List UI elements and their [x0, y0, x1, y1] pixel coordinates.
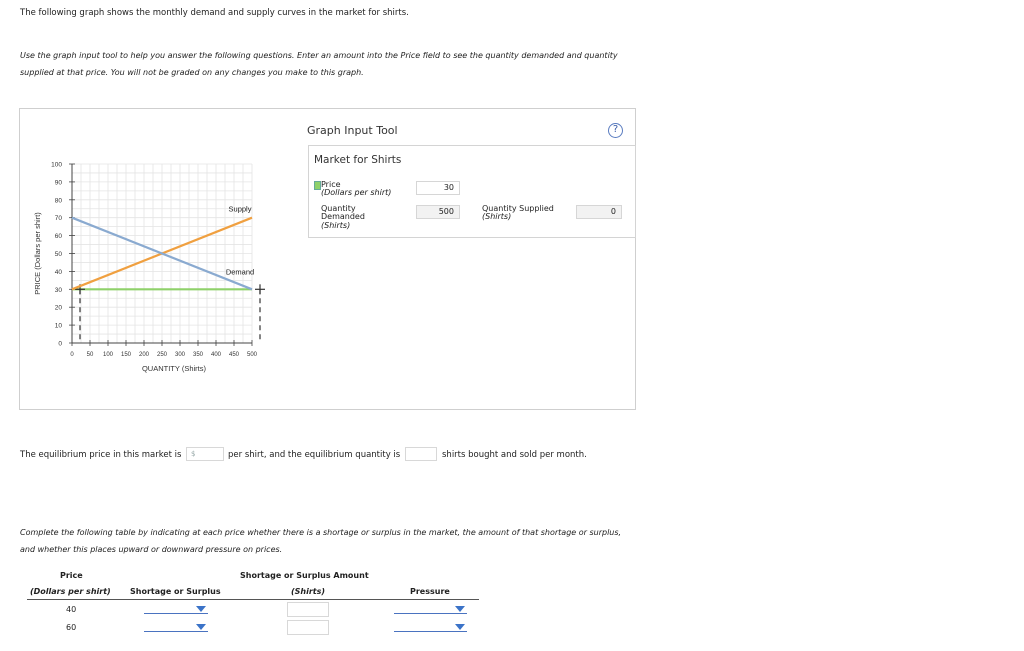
quantity-supplied-label: Quantity Supplied [482, 204, 554, 213]
x-tick-label: 250 [156, 352, 168, 358]
col-header-price-unit: (Dollars per shirt) [30, 587, 111, 596]
row-price-40: 40 [66, 605, 77, 614]
x-tick-label: 500 [246, 352, 258, 358]
price-unit: (Dollars per shirt) [321, 188, 392, 197]
y-tick-label: 40 [54, 268, 62, 276]
x-tick-label: 200 [138, 352, 150, 358]
supply-demand-chart [20, 140, 310, 430]
y-tick-label: 70 [54, 215, 62, 223]
currency-symbol: $ [191, 450, 196, 458]
equilibrium-text-1: The equilibrium price in this market is [20, 450, 182, 460]
quantity-demanded-value: 500 [416, 205, 460, 219]
row-price-60: 60 [66, 623, 77, 632]
instructions-line-1: Use the graph input tool to help you answer the following questions. Enter an amount into the Price field to see the quantity demanded and quantity [20, 51, 618, 60]
y-tick-label: 80 [54, 197, 62, 205]
col-header-price: Price [60, 571, 83, 580]
table-header-divider [27, 599, 479, 600]
tool-title: Graph Input Tool [307, 124, 398, 137]
instructions-line-2: supplied at that price. You will not be graded on any changes you make to this graph. [20, 68, 364, 77]
y-tick-label: 0 [58, 340, 62, 348]
y-tick-label: 60 [54, 233, 62, 241]
shortage-surplus-dropdown-row2[interactable] [144, 620, 208, 632]
demand-curve-label: Demand [225, 267, 255, 277]
x-tick-label: 450 [228, 352, 240, 358]
pressure-dropdown-row2[interactable] [394, 620, 467, 632]
equilibrium-text-2: per shirt, and the equilibrium quantity is [228, 450, 401, 460]
intro-text: The following graph shows the monthly demand and supply curves in the market for shirts. [20, 8, 409, 18]
price-label: Price [321, 180, 341, 189]
col-header-shortage-surplus: Shortage or Surplus [130, 587, 221, 596]
price-input[interactable]: 30 [416, 181, 460, 195]
col-header-pressure: Pressure [410, 587, 450, 596]
x-tick-label: 0 [70, 352, 74, 358]
table-instructions-1: Complete the following table by indicating at each price whether there is a shortage or surplus in the market, the amount of that shortage or surplus, [20, 528, 622, 537]
x-tick-label: 400 [210, 352, 222, 358]
help-icon[interactable]: ? [608, 123, 623, 138]
y-tick-label: 30 [54, 286, 62, 294]
col-header-amount: Shortage or Surplus Amount [240, 571, 369, 580]
x-tick-label: 100 [102, 352, 114, 358]
quantity-supplied-value: 0 [576, 205, 622, 219]
price-swatch-icon [314, 181, 321, 190]
shortage-surplus-dropdown-row1[interactable] [144, 602, 208, 614]
quantity-supplied-unit: (Shirts) [482, 212, 512, 221]
pressure-dropdown-row1[interactable] [394, 602, 467, 614]
x-tick-label: 150 [120, 352, 132, 358]
chevron-down-icon [196, 624, 206, 630]
chevron-down-icon [455, 606, 465, 612]
amount-input-row1[interactable] [287, 602, 329, 617]
y-axis-label: PRICE (Dollars per shirt) [33, 212, 42, 295]
table-instructions-2: and whether this places upward or downward pressure on prices. [20, 545, 283, 554]
x-axis-label: QUANTITY (Shirts) [141, 364, 207, 373]
quantity-demanded-label-2: Demanded [321, 212, 365, 221]
market-title: Market for Shirts [314, 154, 402, 166]
y-tick-label: 90 [54, 179, 62, 187]
col-header-amount-unit: (Shirts) [291, 587, 326, 596]
x-tick-label: 300 [174, 352, 186, 358]
quantity-demanded-label-1: Quantity [321, 204, 356, 213]
quantity-demanded-unit: (Shirts) [321, 221, 351, 230]
chevron-down-icon [455, 624, 465, 630]
y-tick-label: 50 [54, 251, 62, 258]
amount-input-row2[interactable] [287, 620, 329, 635]
equilibrium-price-input[interactable] [186, 447, 224, 461]
y-tick-label: 20 [54, 304, 62, 312]
x-tick-label: 50 [86, 352, 94, 358]
equilibrium-quantity-input[interactable] [405, 447, 437, 461]
chevron-down-icon [196, 606, 206, 612]
x-tick-label: 350 [192, 352, 204, 358]
y-tick-label: 10 [54, 322, 62, 330]
equilibrium-text-3: shirts bought and sold per month. [442, 450, 587, 460]
y-tick-label: 100 [51, 161, 62, 169]
supply-curve-label: Supply [228, 204, 252, 214]
